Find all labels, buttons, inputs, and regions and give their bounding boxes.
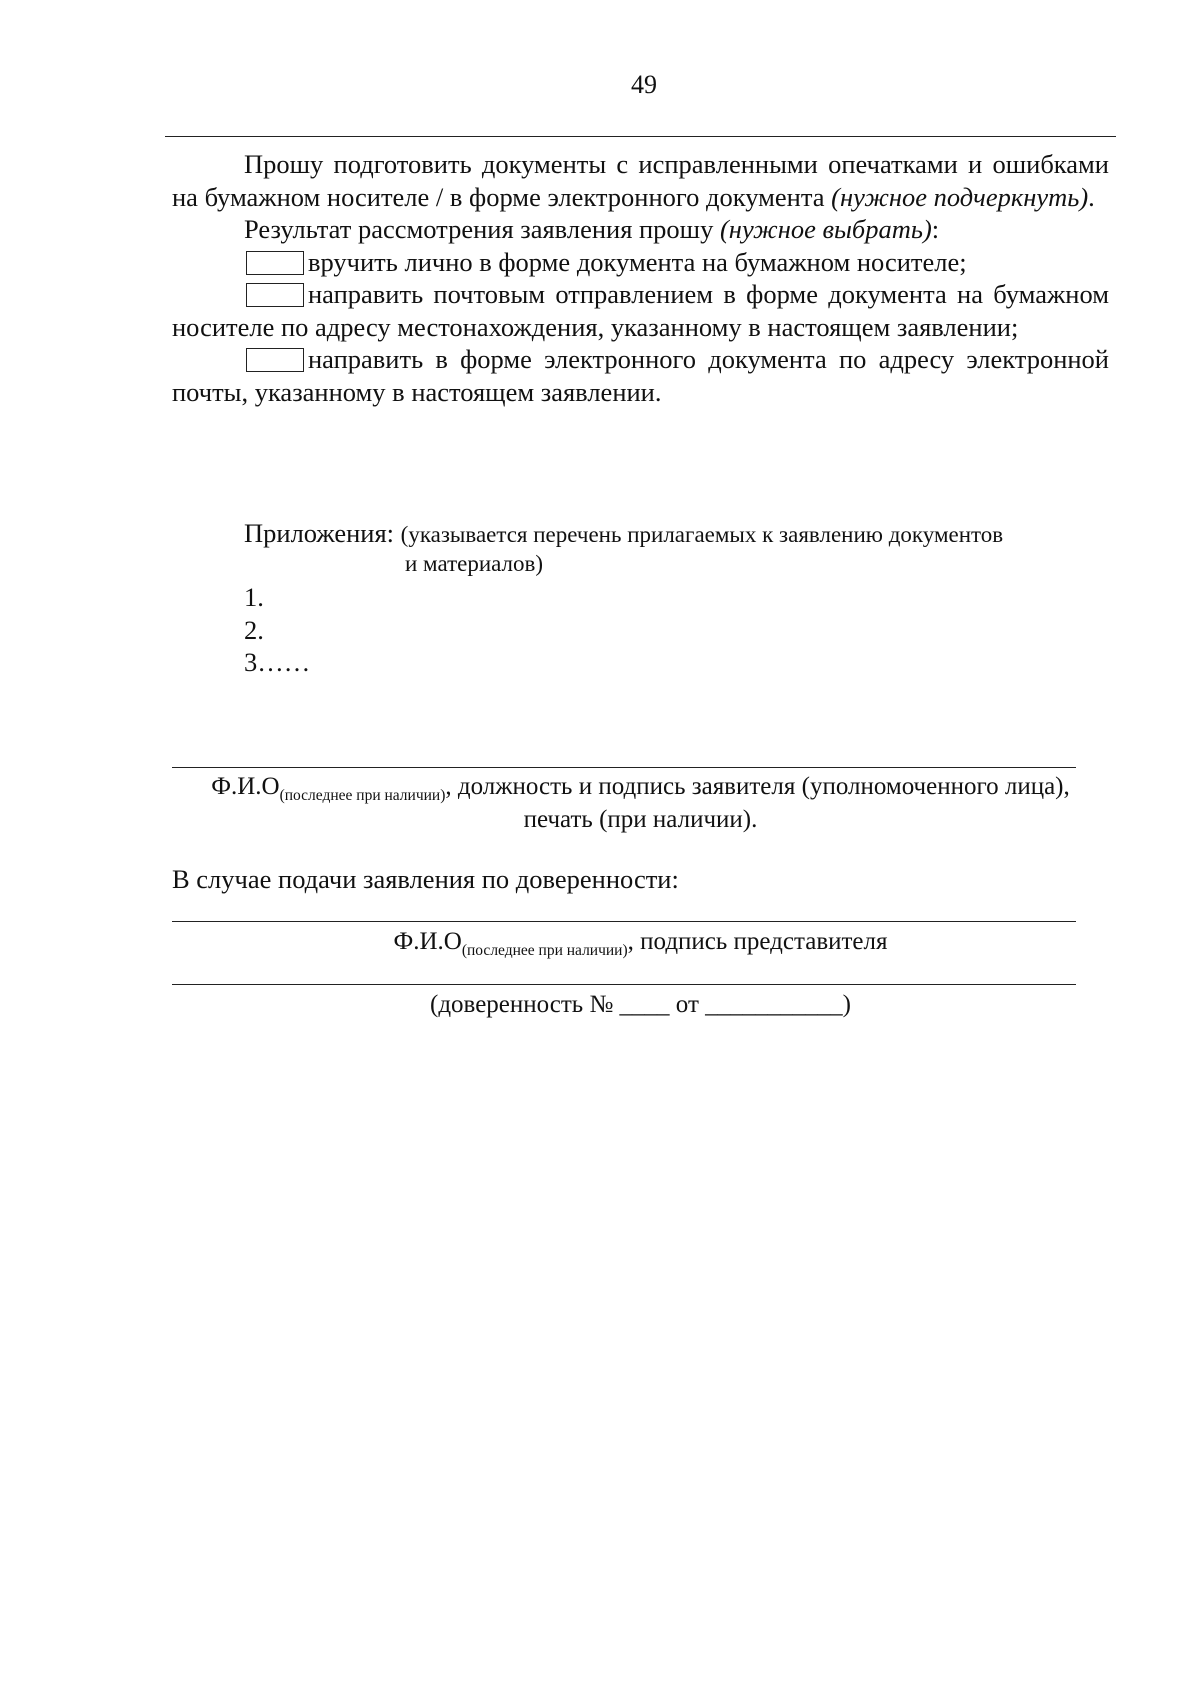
request-paragraph [172,148,1109,213]
attachments-list [172,581,1109,679]
attachments-note: (указывается перечень прилагаемых к заявлению документов [400,522,1004,547]
page-number: 49 [631,70,657,99]
document-body [172,148,1109,408]
attachment-item: 2. [244,614,264,645]
option-checkbox-2[interactable] [246,283,304,307]
attachment-item: 1. [244,582,264,612]
proxy-signature-line [172,921,1076,922]
request-text: Прошу подготовить документы с исправленными опечатками и ошибками на бумажном носителе / в форме электронного документа [172,149,1109,212]
proxy-heading: В случае подачи заявления по доверенности: [172,864,679,894]
signature-caption-line1 [172,772,1109,805]
power-of-attorney: (доверенность № ____ от ___________) [430,991,851,1018]
option-label-3: направить в форме электронного документа по адресу электронной почты, указанному в настоящем заявлении. [172,344,1109,407]
header-divider [165,136,1116,137]
signature-caption-line2: печать (при наличии). [523,806,758,833]
proxy-fio: Ф.И.О [393,928,462,955]
signature-caption [172,772,1109,835]
option-label-2: направить почтовым отправлением в форме документа на бумажном носителе по адресу местонахождения, указанному в настоящем заявлении; [172,279,1109,342]
proxy-fio-role: , подпись представителя [627,928,888,955]
result-text: Результат рассмотрения заявления прошу [244,214,720,244]
proxy-fio-note: (последнее при наличии) [461,942,628,959]
option-label-1: вручить лично в форме документа на бумажном носителе; [308,246,967,277]
attachments-heading [172,518,1109,550]
attachments-label: Приложения: [244,518,395,548]
attachments-section [172,518,1109,679]
result-paragraph [172,213,1109,246]
result-end: : [931,214,940,244]
proxy-fio-caption [172,927,1109,960]
attachments-note-2: и материалов) [405,551,544,576]
option-checkbox-1[interactable] [246,251,304,275]
option-in-person [172,246,1109,279]
attachment-item: 3…… [244,647,311,677]
option-by-mail [172,278,1109,343]
request-end: . [1088,181,1095,212]
option-checkbox-3[interactable] [246,348,304,372]
signature-line [172,767,1076,768]
signature-fio-note: (последнее при наличии) [279,787,446,804]
option-by-email [172,343,1109,408]
signature-role: , должность и подпись заявителя (уполномоченного лица), [445,773,1070,800]
result-note: (нужное выбрать) [719,214,932,244]
signature-fio: Ф.И.О [211,773,280,800]
proxy-attorney-line [172,984,1076,985]
request-note: (нужное подчеркнуть) [831,181,1089,212]
